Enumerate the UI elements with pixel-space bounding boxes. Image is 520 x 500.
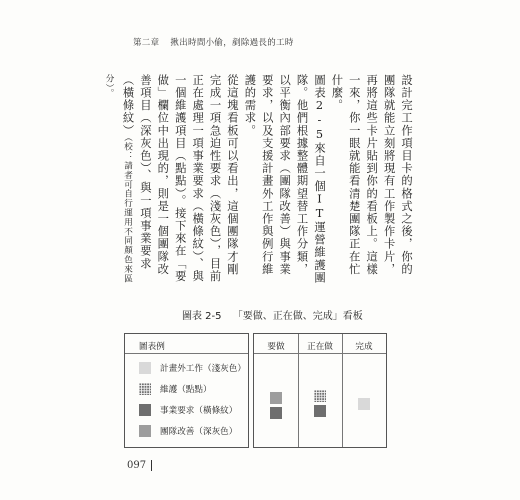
mid-gray-swatch-icon	[139, 425, 151, 437]
body-paragraph-2: 圖表2-5來自一個IT運營維護團隊。他們根據整體期望替工作分類，以平衡內部要求（團隊改善）與事業要求，以及支援計畫外工作與例行維護的需求。	[243, 74, 326, 285]
legend-divider	[125, 353, 248, 354]
legend-label: 計畫外工作（淺灰色）	[160, 364, 246, 374]
legend-item-improvement	[139, 425, 237, 437]
legend-label: 事業要求（橫條紋）	[160, 406, 238, 416]
column-header-doing: 正在做	[307, 342, 333, 352]
page-number-text: 097	[127, 460, 147, 471]
chapter-label: 第二章	[133, 38, 160, 48]
page-number-rule	[151, 460, 152, 471]
body-paragraph-3-text: 從這塊看板可以看出，這個團隊才剛完成一項急迫性要求（淺灰色），目前正在處理一項事業要求（橫條紋）、與一個維護項目（點點）。接下來在「要做」欄位中出現的，則是一個團隊改善項目（深灰色）、與一項事業要求（橫條紋）	[121, 74, 239, 283]
kanban-board	[253, 333, 387, 448]
chapter-title: 揪出時間小偷，剷除過長的工時	[170, 38, 294, 48]
dotted-swatch-icon	[139, 383, 151, 395]
legend-item-business	[139, 404, 237, 416]
legend-box	[124, 333, 249, 448]
light-gray-swatch-icon	[139, 362, 151, 374]
card-unplanned-work	[358, 398, 370, 410]
card-team-improvement	[270, 392, 282, 404]
card-business-request	[314, 405, 326, 417]
card-maintenance	[314, 390, 326, 402]
figure-title: 「要做、正在做、完成」看板	[232, 311, 363, 322]
legend-item-unplanned	[139, 362, 246, 374]
legend-item-maintenance	[139, 383, 212, 395]
board-header-divider	[254, 353, 386, 354]
running-header	[133, 36, 294, 48]
vertical-body-text	[104, 62, 415, 287]
column-header-done: 完成	[355, 342, 373, 352]
column-header-todo: 要做	[267, 342, 285, 352]
figure-number: 圖表 2-5	[182, 311, 222, 322]
figure-caption	[182, 307, 363, 322]
dark-gray-swatch-icon	[139, 404, 151, 416]
body-paragraph-1: 設計完工作項目卡的格式之後，你的團隊就能立刻將現有工作製作卡片，再將這些卡片貼到你的看板上。這樣一來，你一眼就能看清楚團隊正在忙什麼。	[330, 74, 413, 276]
column-divider	[342, 334, 343, 447]
legend-label: 維護（點點）	[160, 385, 212, 395]
legend-title: 圖表例	[139, 342, 165, 352]
editor-note: （校：請者可自行運用不同顏色來區分）。	[104, 74, 133, 284]
legend-label: 團隊改善（深灰色）	[160, 427, 238, 437]
column-divider	[298, 334, 299, 447]
page-number	[127, 460, 152, 471]
body-paragraph-3	[100, 74, 241, 287]
card-business-request	[270, 407, 282, 419]
